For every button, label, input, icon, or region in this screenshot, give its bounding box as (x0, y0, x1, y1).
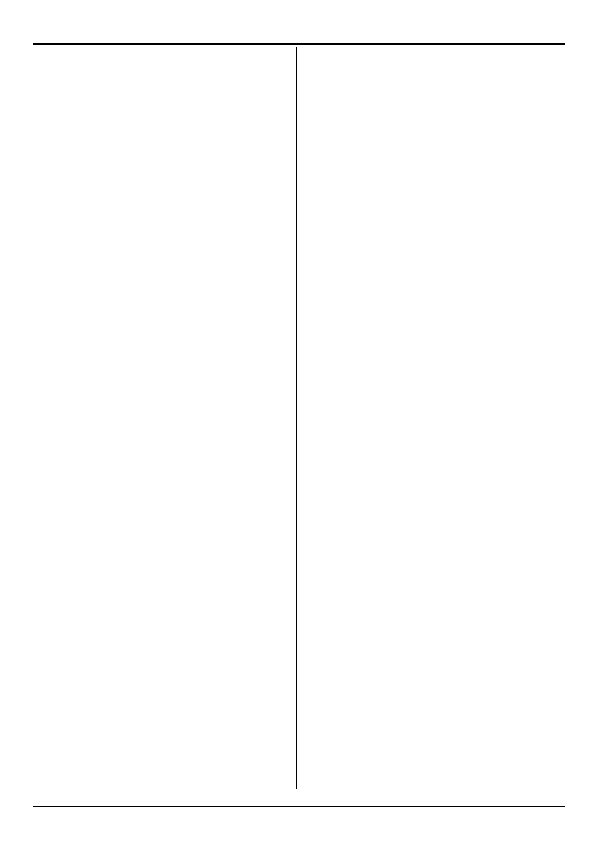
header-rule (33, 43, 565, 45)
left-column (33, 66, 288, 781)
right-column (306, 56, 558, 781)
footer-rule (33, 806, 565, 807)
column-spacer (33, 72, 288, 122)
column-divider (296, 47, 297, 789)
